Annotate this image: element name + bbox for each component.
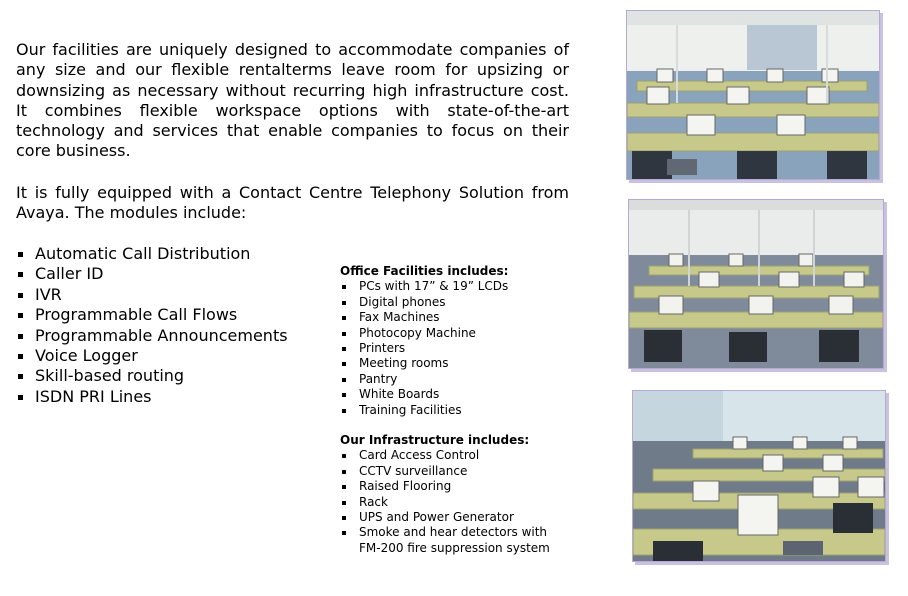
list-item: Smoke and hear detectors with bbox=[340, 525, 550, 540]
list-item: White Boards bbox=[340, 387, 508, 402]
infrastructure-list bbox=[340, 448, 550, 556]
list-item: Voice Logger bbox=[16, 346, 288, 366]
list-item: Fax Machines bbox=[340, 310, 508, 325]
infrastructure-section bbox=[340, 433, 550, 556]
list-item: IVR bbox=[16, 285, 288, 305]
list-item: UPS and Power Generator bbox=[340, 510, 550, 525]
office-photo-3 bbox=[632, 390, 886, 562]
list-item: Programmable Call Flows bbox=[16, 305, 288, 325]
office-facilities-section bbox=[340, 264, 508, 418]
list-item: Rack bbox=[340, 495, 550, 510]
infrastructure-heading: Our Infrastructure includes: bbox=[340, 433, 530, 447]
modules-list bbox=[16, 244, 288, 407]
list-item: ISDN PRI Lines bbox=[16, 387, 288, 407]
list-item: Photocopy Machine bbox=[340, 326, 508, 341]
list-item: Skill-based routing bbox=[16, 366, 288, 386]
list-item: Caller ID bbox=[16, 264, 288, 284]
list-item: CCTV surveillance bbox=[340, 464, 550, 479]
intro-paragraph: Our facilities are uniquely designed to accommodate companies of any size and our flexible rentalterms leave room for upsizing or downsizing as necessary without recurring high infrastructure cost. It combines flexible workspace options with state-of-the-art technology and services that enable companies to focus on their core business. bbox=[16, 40, 569, 161]
list-item-continuation: FM-200 fire suppression system bbox=[359, 540, 550, 555]
list-item: Printers bbox=[340, 341, 508, 356]
list-item: PCs with 17” & 19” LCDs bbox=[340, 279, 508, 294]
list-item: Raised Flooring bbox=[340, 479, 550, 494]
office-photo-1 bbox=[626, 10, 880, 180]
list-item: Training Facilities bbox=[340, 403, 508, 418]
list-item: Card Access Control bbox=[340, 448, 550, 463]
office-facilities-list bbox=[340, 279, 508, 418]
list-item: Digital phones bbox=[340, 295, 508, 310]
office-facilities-heading: Office Facilities includes: bbox=[340, 264, 509, 278]
list-item: Programmable Announcements bbox=[16, 326, 288, 346]
list-item: Pantry bbox=[340, 372, 508, 387]
office-photo-2 bbox=[628, 199, 884, 369]
list-item: Meeting rooms bbox=[340, 356, 508, 371]
avaya-paragraph: It is fully equipped with a Contact Centre Telephony Solution from Avaya. The modules include: bbox=[16, 183, 569, 223]
list-item: Automatic Call Distribution bbox=[16, 244, 288, 264]
